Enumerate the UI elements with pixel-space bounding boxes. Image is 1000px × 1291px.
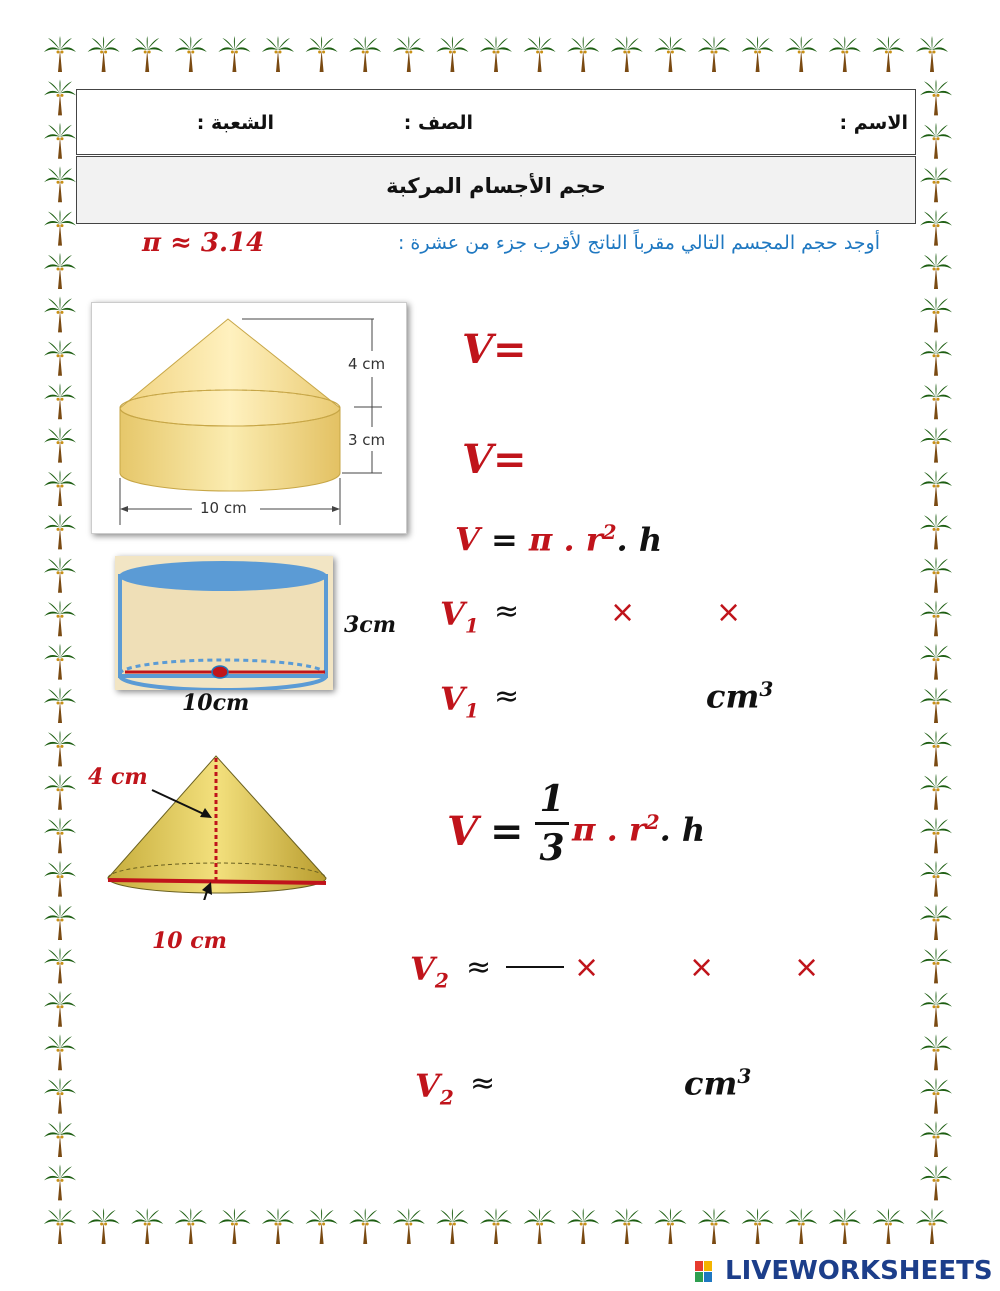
palm-tree-icon (920, 166, 952, 202)
palm-tree-icon (920, 1164, 952, 1200)
formula-r: r (585, 520, 603, 559)
palm-tree-icon (567, 36, 599, 72)
palm-tree-icon (44, 470, 76, 506)
palm-tree-icon (920, 123, 952, 159)
palm-tree-icon (920, 730, 952, 766)
palm-tree-icon (916, 36, 948, 72)
v2-unit-text: cm (684, 1064, 738, 1103)
palm-tree-icon (44, 644, 76, 680)
v2-symbol (410, 950, 449, 992)
palm-tree-icon (436, 36, 468, 72)
cone-formula-r: r (628, 810, 646, 849)
v1-unit (706, 677, 773, 716)
palm-tree-icon (175, 1208, 207, 1244)
worksheet-title: حجم الأجسام المركبة (386, 174, 606, 198)
palm-tree-icon (920, 774, 952, 810)
palm-tree-icon (567, 1208, 599, 1244)
palm-tree-icon (611, 1208, 643, 1244)
palm-tree-icon (920, 296, 952, 332)
palm-tree-icon (306, 1208, 338, 1244)
v2-times-2: × (689, 950, 715, 985)
palm-tree-icon (920, 470, 952, 506)
palm-tree-icon (698, 36, 730, 72)
palm-tree-icon (131, 1208, 163, 1244)
palm-tree-icon (44, 1121, 76, 1157)
composite-cone-height-label: 4 cm (348, 355, 386, 373)
palm-tree-icon (44, 36, 76, 72)
palm-tree-icon (920, 1121, 952, 1157)
palm-tree-icon (480, 1208, 512, 1244)
palm-tree-icon (44, 340, 76, 376)
v2-letter: V (410, 950, 435, 988)
palm-tree-icon (920, 513, 952, 549)
palm-tree-icon (742, 1208, 774, 1244)
palm-tree-icon (131, 36, 163, 72)
instruction-text: أوجد حجم المجسم التالي مقرباً الناتج لأقرب جزء من عشرة : (397, 232, 880, 254)
v2-result-approx-sign: ≈ (470, 1066, 496, 1101)
cone-formula-rest (572, 810, 705, 849)
palm-tree-icon (349, 1208, 381, 1244)
palm-tree-icon (88, 36, 120, 72)
palm-tree-icon (44, 166, 76, 202)
palm-tree-icon (920, 253, 952, 289)
palm-tree-icon (44, 427, 76, 463)
palm-tree-icon (44, 383, 76, 419)
palm-tree-icon (698, 1208, 730, 1244)
cone-diameter-label: 10 cm (152, 928, 227, 954)
palm-tree-icon (920, 1034, 952, 1070)
palm-tree-icon (611, 36, 643, 72)
palm-tree-icon (44, 557, 76, 593)
fraction-denominator: 3 (539, 827, 565, 869)
cone-formula-dot: . (606, 810, 618, 849)
composite-figure-drawing (92, 303, 406, 533)
palm-tree-icon (218, 36, 250, 72)
cylinder-diameter-label: 10cm (182, 690, 250, 716)
v1-result-letter: V (440, 680, 465, 718)
palm-tree-icon (872, 1208, 904, 1244)
cylinder-volume-formula (455, 520, 662, 559)
v1-unit-text: cm (706, 677, 760, 716)
cylinder-height-label: 3cm (344, 612, 396, 638)
section-field-label: الشعبة : (196, 112, 274, 134)
palm-tree-icon (654, 36, 686, 72)
v2-unit (684, 1064, 751, 1103)
palm-tree-icon (44, 1164, 76, 1200)
formula-equals: = (490, 520, 518, 559)
composite-diameter-label: 10 cm (200, 499, 247, 517)
v2-times-1: × (574, 950, 600, 985)
palm-tree-icon (44, 730, 76, 766)
cone-formula-h: . h (659, 810, 706, 849)
palm-tree-icon (44, 774, 76, 810)
pi-approximation: π ≈ 3.14 (142, 228, 265, 258)
name-field-label: الاسم : (839, 112, 908, 134)
v1-times-2: × (716, 595, 742, 630)
liveworksheets-logo-text: LIVEWORKSHEETS (725, 1256, 993, 1286)
palm-tree-icon (44, 861, 76, 897)
v1-approx-sign: ≈ (494, 594, 520, 629)
palm-tree-icon (785, 36, 817, 72)
palm-tree-icon (175, 36, 207, 72)
palm-tree-icon (44, 947, 76, 983)
palm-tree-icon (44, 687, 76, 723)
liveworksheets-logo[interactable] (695, 1256, 993, 1286)
palm-tree-icon (436, 1208, 468, 1244)
v2-result-letter: V (415, 1067, 440, 1105)
cylinder-figure (115, 556, 333, 690)
palm-tree-icon (262, 36, 294, 72)
v2-approx-sign: ≈ (466, 950, 492, 985)
palm-tree-icon (920, 947, 952, 983)
palm-tree-icon (920, 644, 952, 680)
palm-tree-icon (44, 296, 76, 332)
v1-unit-exponent: 3 (759, 677, 774, 701)
palm-tree-icon (44, 1078, 76, 1114)
palm-tree-icon (218, 1208, 250, 1244)
palm-tree-icon (44, 904, 76, 940)
volume-blank-1: V= (462, 326, 527, 373)
palm-tree-icon (349, 36, 381, 72)
palm-tree-icon (44, 1208, 76, 1244)
palm-tree-icon (480, 36, 512, 72)
palm-tree-icon (44, 817, 76, 853)
palm-tree-icon (920, 340, 952, 376)
palm-tree-icon (920, 687, 952, 723)
v1-subscript: 1 (464, 613, 479, 638)
palm-tree-icon (920, 383, 952, 419)
cone-formula-lhs: V (447, 808, 479, 855)
palm-tree-icon (920, 991, 952, 1027)
palm-tree-icon (920, 210, 952, 246)
palm-tree-icon (524, 1208, 556, 1244)
v1-letter: V (440, 595, 465, 633)
v1-result-subscript: 1 (464, 698, 479, 723)
v1-result-approx-sign: ≈ (494, 679, 520, 714)
palm-tree-icon (916, 1208, 948, 1244)
cone-height-label: 4 cm (88, 764, 148, 790)
palm-tree-icon (920, 861, 952, 897)
palm-tree-icon (920, 1078, 952, 1114)
palm-tree-icon (829, 36, 861, 72)
volume-blank-2: V= (462, 436, 527, 483)
palm-tree-icon (262, 1208, 294, 1244)
liveworksheets-logo-icon (695, 1261, 721, 1283)
palm-tree-icon (829, 1208, 861, 1244)
v2-fraction-blank (506, 966, 564, 968)
v2-times-3: × (794, 950, 820, 985)
palm-tree-icon (44, 991, 76, 1027)
palm-tree-icon (306, 36, 338, 72)
palm-tree-icon (88, 1208, 120, 1244)
palm-tree-icon (742, 36, 774, 72)
formula-lhs: V (455, 520, 480, 559)
palm-tree-icon (44, 123, 76, 159)
composite-cylinder-height-label: 3 cm (348, 431, 386, 449)
palm-tree-icon (872, 36, 904, 72)
cone-formula-equals: = (490, 808, 524, 855)
formula-pi: π (528, 520, 553, 559)
v2-result-subscript: 2 (439, 1085, 454, 1110)
palm-tree-icon (44, 513, 76, 549)
grade-field-label: الصف : (403, 112, 473, 134)
palm-tree-icon (393, 1208, 425, 1244)
palm-tree-icon (393, 36, 425, 72)
palm-tree-icon (785, 1208, 817, 1244)
cylinder-figure-drawing (115, 556, 333, 690)
palm-tree-icon (920, 427, 952, 463)
cone-formula-pi: π (572, 810, 596, 849)
v1-symbol (440, 595, 479, 637)
v2-result-symbol (415, 1067, 454, 1109)
cone-formula-exponent: 2 (645, 810, 660, 834)
palm-tree-icon (920, 600, 952, 636)
palm-tree-icon (920, 557, 952, 593)
cone-formula-fraction (535, 778, 569, 869)
fraction-numerator: 1 (539, 778, 565, 820)
formula-dot: . (563, 520, 575, 559)
palm-tree-icon (44, 1034, 76, 1070)
v2-unit-exponent: 3 (737, 1064, 752, 1088)
v1-times-1: × (610, 595, 636, 630)
palm-tree-icon (44, 253, 76, 289)
palm-tree-icon (524, 36, 556, 72)
palm-tree-icon (44, 210, 76, 246)
formula-h: . h (616, 520, 663, 559)
fraction-bar (535, 822, 569, 825)
formula-exponent: 2 (602, 520, 617, 544)
palm-tree-icon (920, 79, 952, 115)
palm-tree-icon (44, 79, 76, 115)
palm-tree-icon (920, 904, 952, 940)
v2-subscript: 2 (434, 968, 449, 993)
palm-tree-icon (654, 1208, 686, 1244)
composite-figure (91, 302, 407, 534)
v1-result-symbol (440, 680, 479, 722)
palm-tree-icon (44, 600, 76, 636)
palm-tree-icon (920, 817, 952, 853)
